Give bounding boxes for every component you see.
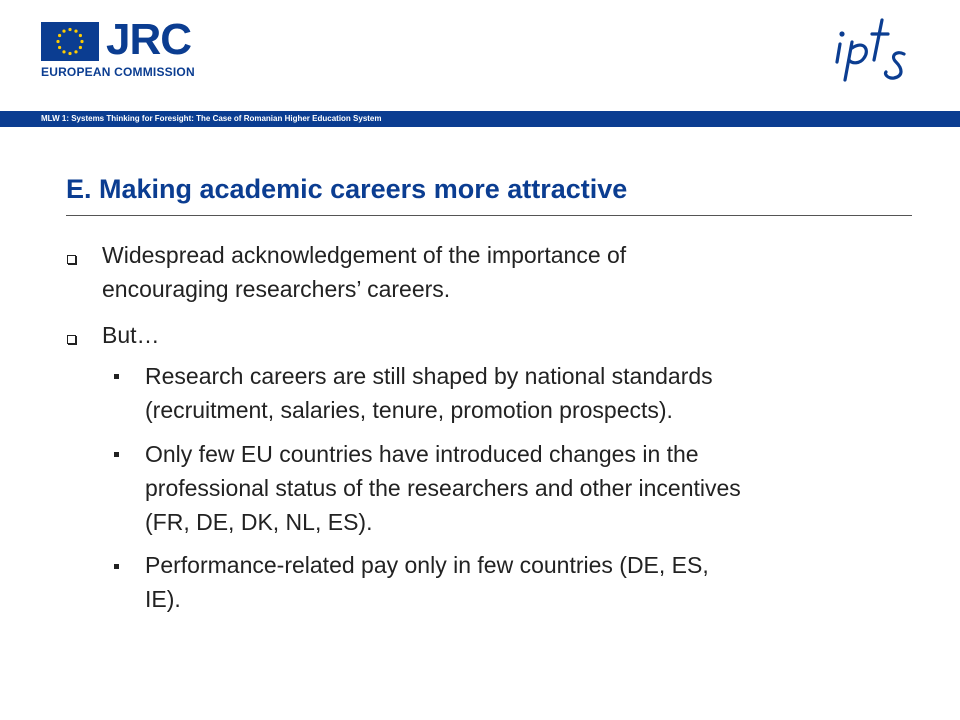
- bullet-text-line: Only few EU countries have introduced changes in the: [145, 441, 699, 467]
- sub-bullet-item: [145, 359, 905, 427]
- bullet-text-line: Widespread acknowledgement of the importance of: [102, 242, 627, 268]
- bullet-text-line: Performance-related pay only in few countries (DE, ES,: [145, 552, 709, 578]
- bullet-text-line: (recruitment, salaries, tenure, promotion prospects).: [145, 397, 673, 423]
- org-name: EUROPEAN COMMISSION: [41, 65, 195, 79]
- bullet-text-line: encouraging researchers’ careers.: [102, 276, 451, 302]
- sub-bullet-item: [145, 437, 905, 539]
- square-bullet-icon: [114, 452, 119, 457]
- checkbox-bullet-icon: [67, 255, 76, 264]
- square-bullet-icon: [114, 374, 119, 379]
- sub-bullet-item: [145, 548, 905, 616]
- slide-title: E. Making academic careers more attractive: [66, 174, 628, 204]
- presentation-subtitle: MLW 1: Systems Thinking for Foresight: The Case of Romanian Higher Education System: [41, 114, 382, 123]
- checkbox-bullet-icon: [67, 335, 76, 344]
- square-bullet-icon: [114, 564, 119, 569]
- bullet-text-line: professional status of the researchers and other incentives: [145, 475, 741, 501]
- bullet-text-line: (FR, DE, DK, NL, ES).: [145, 509, 373, 535]
- bullet-text-line: But…: [102, 322, 160, 348]
- bullet-item: [102, 238, 882, 306]
- bullet-text-line: Research careers are still shaped by national standards: [145, 363, 713, 389]
- bullet-text-line: IE).: [145, 586, 181, 612]
- jrc-logo: JRC: [106, 15, 192, 64]
- bullet-item: [102, 318, 882, 352]
